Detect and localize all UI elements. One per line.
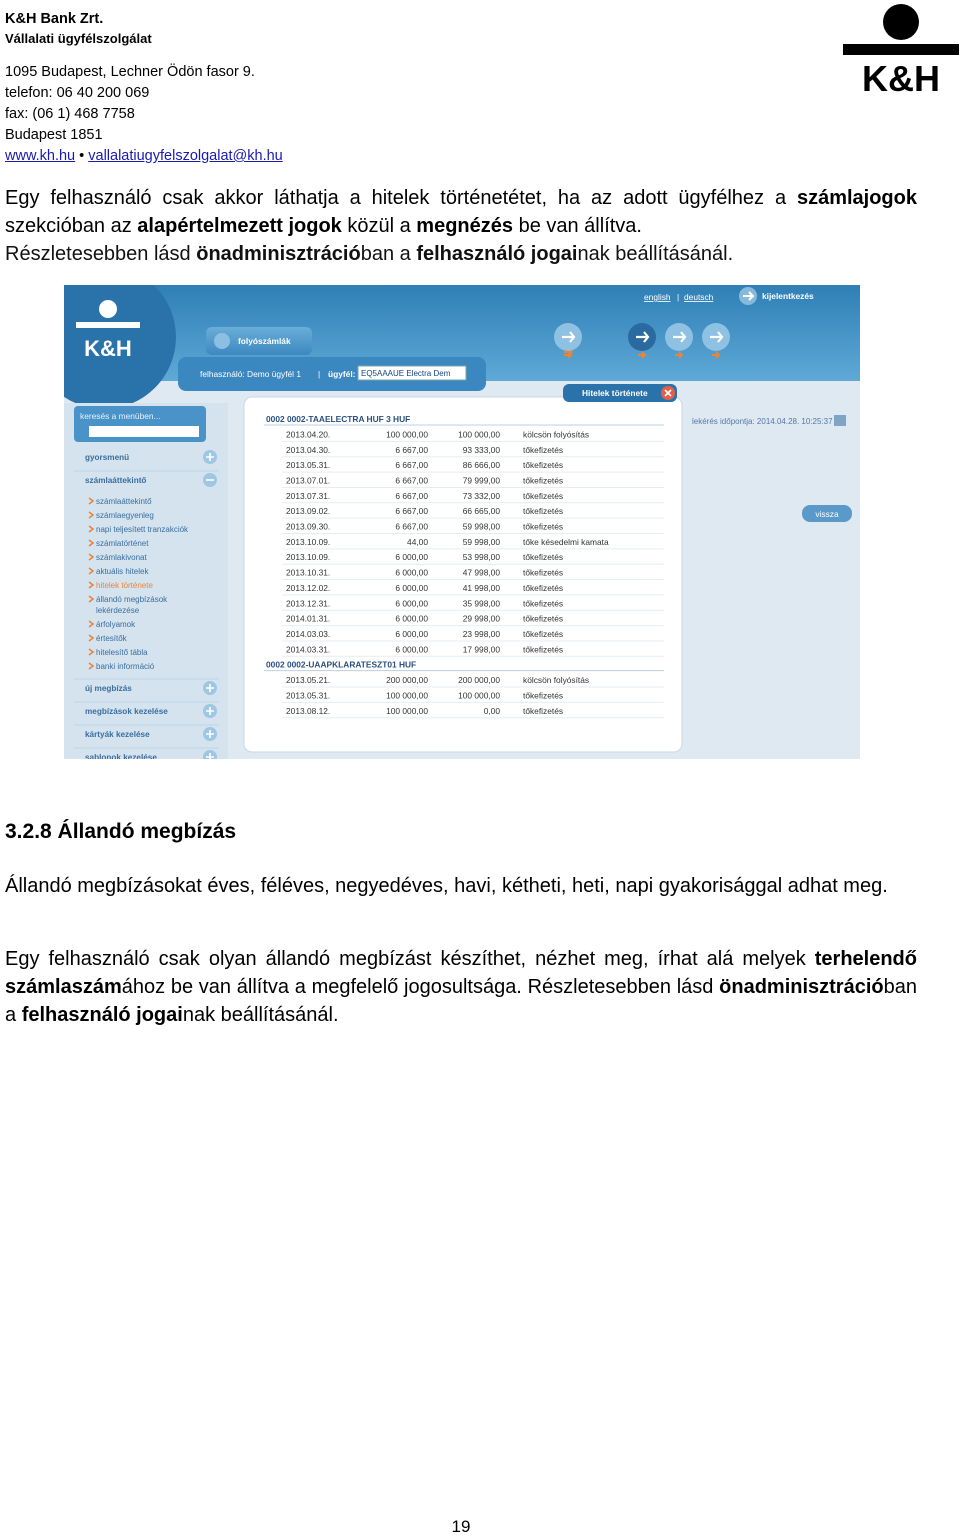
loan-transaction-type: kölcsön folyósítás — [523, 429, 590, 440]
department-name: Vállalati ügyfélszolgálat — [5, 31, 152, 46]
sidebar-menu-item[interactable] — [89, 567, 149, 576]
svg-text:sablonok kezelése: sablonok kezelése — [85, 753, 157, 759]
sidebar-menu-item[interactable] — [89, 662, 155, 671]
loan-date: 2013.05.31. — [286, 690, 331, 701]
svg-text:kártyák kezelése: kártyák kezelése — [85, 730, 150, 739]
intro-bold-term: megnézés — [416, 215, 514, 237]
svg-text:hitelesítő tábla: hitelesítő tábla — [96, 648, 148, 657]
loan-balance: 53 998,00 — [462, 552, 500, 563]
menu-search-input[interactable] — [89, 426, 199, 437]
sidebar-menu-item[interactable] — [89, 648, 148, 657]
loan-date: 2013.12.02. — [286, 582, 331, 593]
sidebar-menu-item[interactable] — [89, 595, 168, 604]
svg-text:új megbízás: új megbízás — [85, 684, 132, 693]
intro-bold-term: alapértelmezett jogok — [137, 215, 342, 237]
loan-transaction-type: tőkefizetés — [523, 506, 564, 517]
loan-amount: 100 000,00 — [386, 690, 428, 701]
user-separator: | — [318, 369, 321, 379]
client-select-value: EQ5AAAUE Electra Dem — [361, 369, 451, 378]
svg-text:aktuális hitelek: aktuális hitelek — [96, 567, 149, 576]
loan-transaction-type: tőkefizetés — [523, 475, 564, 486]
loan-balance: 73 332,00 — [462, 490, 500, 501]
svg-text:számlatörténet: számlatörténet — [96, 539, 149, 548]
sidebar-menu-item[interactable] — [96, 606, 140, 615]
loan-transaction-type: tőkefizetés — [523, 567, 564, 578]
company-name: K&H Bank Zrt. — [5, 11, 104, 27]
app-screenshot — [64, 285, 860, 759]
paragraph-text: ához be van állítva a megfelelő jogosultsága. Részletesebben lásd — [121, 976, 720, 998]
section-heading: 3.2.8 Állandó megbízás — [5, 820, 237, 843]
loan-balance: 23 998,00 — [462, 628, 500, 639]
lang-english-link[interactable]: english — [644, 292, 671, 302]
svg-text:számlaáttekintő: számlaáttekintő — [96, 497, 152, 506]
loan-amount: 6 000,00 — [395, 613, 428, 624]
loan-transaction-type: tőkefizetés — [523, 460, 564, 471]
loan-amount: 6 000,00 — [395, 598, 428, 609]
print-icon[interactable] — [834, 415, 846, 426]
loan-balance: 35 998,00 — [462, 598, 500, 609]
svg-text:árfolyamok: árfolyamok — [96, 620, 136, 629]
loan-amount: 200 000,00 — [386, 675, 428, 686]
loan-balance: 66 665,00 — [462, 506, 500, 517]
loan-balance: 200 000,00 — [458, 675, 500, 686]
loan-date: 2013.09.02. — [286, 506, 331, 517]
loan-amount: 6 000,00 — [395, 582, 428, 593]
sidebar-menu-item[interactable] — [89, 539, 149, 548]
kh-logo — [843, 2, 959, 94]
website-link[interactable]: www.kh.hu — [5, 148, 76, 164]
loan-date: 2013.08.12. — [286, 705, 331, 716]
menu-search-label: keresés a menüben... — [80, 411, 161, 421]
svg-text:számlaáttekintő: számlaáttekintő — [85, 476, 147, 485]
lang-separator: | — [677, 292, 680, 302]
back-button-label: vissza — [815, 509, 839, 519]
letterhead — [5, 9, 283, 167]
loan-transaction-type: tőkefizetés — [523, 613, 564, 624]
svg-text:banki információ: banki információ — [96, 662, 155, 671]
loan-date: 2013.09.30. — [286, 521, 331, 532]
loan-title: 0002 0002-TAAELECTRA HUF 3 HUF — [266, 414, 411, 424]
page-number: 19 — [451, 1517, 471, 1536]
loan-balance: 86 666,00 — [462, 460, 500, 471]
loan-amount: 6 667,00 — [395, 521, 428, 532]
loan-balance: 100 000,00 — [458, 429, 500, 440]
loan-date: 2013.07.31. — [286, 490, 331, 501]
loan-amount: 100 000,00 — [386, 705, 428, 716]
svg-text:napi teljesített tranzakciók: napi teljesített tranzakciók — [96, 525, 189, 534]
paragraph-text: nak beállításánál. — [182, 1004, 339, 1026]
loan-transaction-type: kölcsön folyósítás — [523, 675, 590, 686]
loan-transaction-type: tőkefizetés — [523, 690, 564, 701]
loan-date: 2013.12.31. — [286, 598, 331, 609]
loan-date: 2013.10.09. — [286, 536, 331, 547]
email-link[interactable]: vallalatiugyfelszolgalat@kh.hu — [88, 148, 283, 164]
loan-transaction-type: tőkefizetés — [523, 644, 564, 655]
loan-balance: 0,00 — [483, 705, 500, 716]
loan-transaction-type: tőke késedelmi kamata — [523, 536, 609, 547]
loan-date: 2013.10.31. — [286, 567, 331, 578]
loan-transaction-type: tőkefizetés — [523, 705, 564, 716]
paragraph-bold-term: terhelendő számlaszám — [5, 948, 917, 998]
intro-text: be van állítva. — [513, 215, 642, 237]
loan-date: 2013.04.30. — [286, 444, 331, 455]
loan-date: 2014.03.03. — [286, 628, 331, 639]
ref-bold-term: felhasználó jogai — [416, 243, 578, 265]
loan-amount: 6 000,00 — [395, 644, 428, 655]
app-screenshot-canvas — [64, 285, 860, 759]
current-user-label: felhasználó: Demo ügyfél 1 — [200, 369, 302, 379]
loan-amount: 6 000,00 — [395, 552, 428, 563]
paragraph-bold-term: felhasználó jogai — [21, 1004, 183, 1026]
loan-date: 2013.05.31. — [286, 460, 331, 471]
sidebar-menu-item[interactable] — [89, 620, 136, 629]
paragraph-text: Egy felhasználó csak olyan állandó megbízást készíthet, nézhet meg, írhat alá melyek — [5, 948, 815, 970]
tab-accounts-label: folyószámlák — [238, 336, 291, 346]
section-paragraph-1: Állandó megbízásokat éves, féléves, negyedéves, havi, kétheti, heti, napi gyakorisággal adhat meg. — [5, 875, 888, 897]
ref-text: nak beállításánál. — [577, 243, 734, 265]
loan-amount: 6 667,00 — [395, 444, 428, 455]
svg-text:hitelek története: hitelek története — [96, 581, 153, 590]
panel-title: Hitelek története — [582, 388, 648, 398]
loan-title: 0002 0002-UAAPKLARATESZT01 HUF — [266, 659, 417, 670]
section-paragraph-2 — [5, 945, 917, 1029]
sidebar-menu-item[interactable] — [89, 511, 154, 520]
lang-deutsch-link[interactable]: deutsch — [684, 292, 714, 302]
loan-transaction-type: tőkefizetés — [523, 628, 564, 639]
sidebar-menu-item[interactable] — [89, 497, 152, 506]
loan-date: 2013.04.20. — [286, 429, 331, 440]
svg-text:lekérdezése: lekérdezése — [96, 606, 140, 615]
loan-transaction-type: tőkefizetés — [523, 490, 564, 501]
paragraph-text: ban a — [5, 976, 917, 1026]
sidebar-menu-item[interactable] — [89, 581, 153, 590]
loan-transaction-type: tőkefizetés — [523, 552, 564, 563]
loan-amount: 6 000,00 — [395, 567, 428, 578]
loan-amount: 6 667,00 — [395, 460, 428, 471]
ref-bold-term: önadminisztráció — [196, 243, 361, 265]
logo-text: K&H — [862, 58, 940, 94]
contact-links — [5, 146, 283, 167]
intro-paragraph — [5, 184, 917, 240]
loan-balance: 93 333,00 — [462, 444, 500, 455]
loan-transaction-type: tőkefizetés — [523, 582, 564, 593]
loan-transaction-type: tőkefizetés — [523, 598, 564, 609]
loan-date: 2013.07.01. — [286, 475, 331, 486]
loan-balance: 47 998,00 — [462, 567, 500, 578]
paragraph-bold-term: önadminisztráció — [719, 976, 884, 998]
svg-text:értesítők: értesítők — [96, 634, 127, 643]
loan-balance: 59 998,00 — [462, 521, 500, 532]
loan-amount: 6 667,00 — [395, 475, 428, 486]
query-time: lekérés időpontja: 2014.04.28. 10:25:37 — [692, 417, 833, 426]
loan-amount: 6 667,00 — [395, 490, 428, 501]
loan-balance: 79 999,00 — [462, 475, 500, 486]
intro-text: közül a — [341, 215, 417, 237]
loan-balance: 59 998,00 — [462, 536, 500, 547]
fax-line: fax: (06 1) 468 7758 — [5, 106, 135, 122]
sidebar-menu-item[interactable] — [89, 553, 147, 562]
intro-text: Egy felhasználó csak akkor láthatja a hitelek történetétet, ha az adott ügyfélhez a — [5, 187, 797, 209]
bullet-separator: • — [79, 148, 85, 164]
loan-date: 2014.01.31. — [286, 613, 331, 624]
loan-amount: 6 667,00 — [395, 506, 428, 517]
loan-date: 2013.10.09. — [286, 552, 331, 563]
loan-transaction-type: tőkefizetés — [523, 444, 564, 455]
intro-bold-term: számlajogok — [796, 187, 917, 209]
svg-text:számlakivonat: számlakivonat — [96, 553, 147, 562]
logout-link[interactable]: kijelentkezés — [762, 291, 814, 301]
loan-amount: 44,00 — [407, 536, 428, 547]
intro-reference — [5, 240, 917, 268]
svg-text:megbízások kezelése: megbízások kezelése — [85, 707, 168, 716]
phone-line: telefon: 06 40 200 069 — [5, 85, 150, 101]
loan-balance: 41 998,00 — [462, 582, 500, 593]
loan-balance: 100 000,00 — [458, 690, 500, 701]
loan-balance: 29 998,00 — [462, 613, 500, 624]
intro-text: szekcióban az — [5, 215, 138, 237]
loan-balance: 17 998,00 — [462, 644, 500, 655]
address-line: 1095 Budapest, Lechner Ödön fasor 9. — [5, 64, 255, 80]
loan-date: 2014.03.31. — [286, 644, 331, 655]
loan-transaction-type: tőkefizetés — [523, 521, 564, 532]
svg-text:számlaegyenleg: számlaegyenleg — [96, 511, 154, 520]
loan-amount: 6 000,00 — [395, 628, 428, 639]
loan-date: 2013.05.21. — [286, 675, 331, 686]
loan-amount: 100 000,00 — [386, 429, 428, 440]
ref-text: ban a — [360, 243, 417, 265]
ref-text: Részletesebben lásd — [5, 243, 197, 265]
svg-text:gyorsmenü: gyorsmenü — [85, 453, 130, 462]
svg-text:állandó megbízások: állandó megbízások — [96, 595, 168, 604]
client-label: ügyfél: — [328, 369, 356, 379]
app-logo-text: K&H — [84, 336, 132, 361]
postal-line: Budapest 1851 — [5, 127, 103, 143]
sidebar-menu-item[interactable] — [89, 525, 189, 534]
